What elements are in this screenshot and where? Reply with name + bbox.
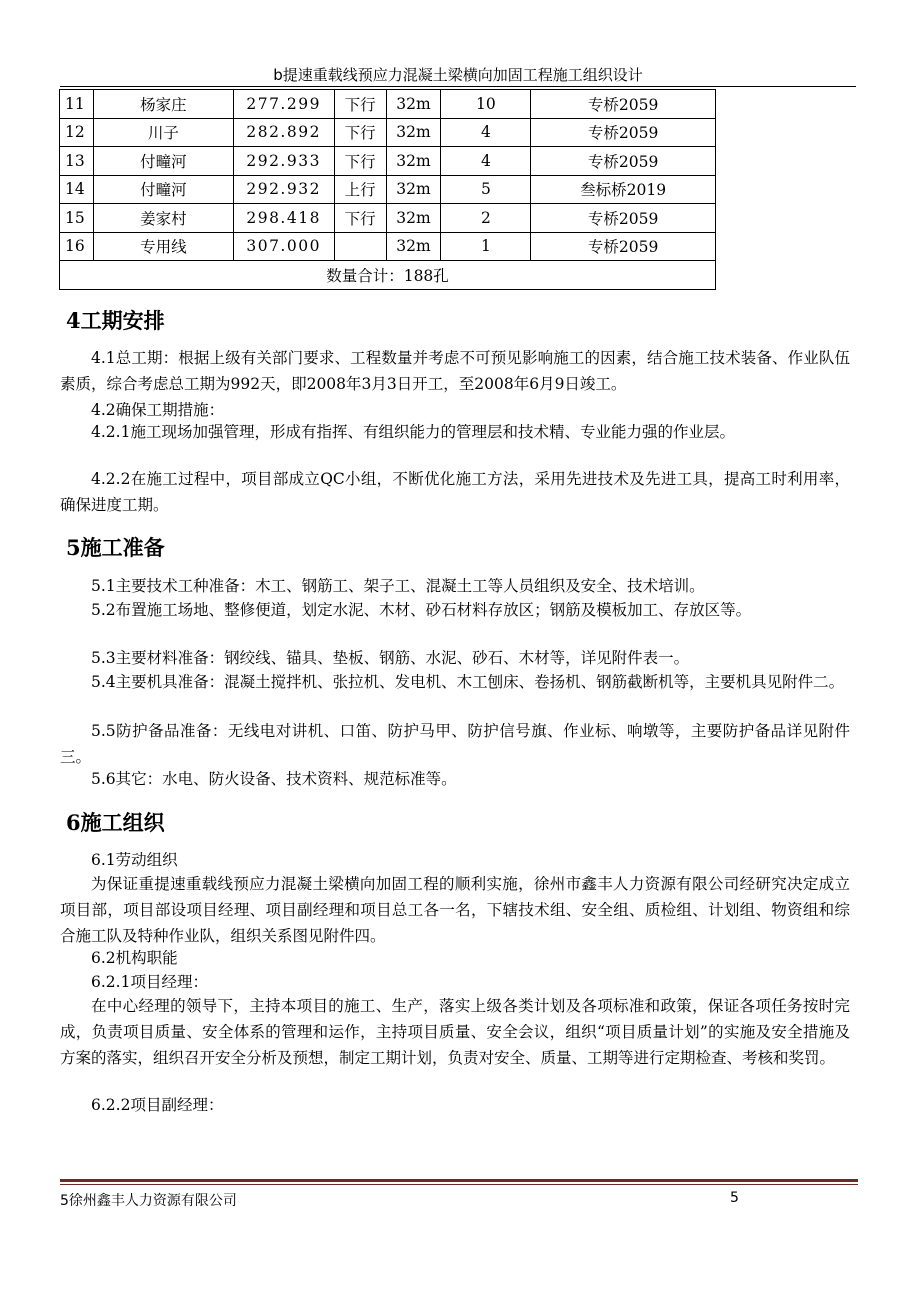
cell-mileage: 298.418 <box>233 204 334 233</box>
paragraph: 6.2.2项目副经理： <box>91 1096 224 1114</box>
paragraph: 5.6其它：水电、防火设备、技术资料、规范标准等。 <box>91 770 457 788</box>
cell-no: 16 <box>60 232 94 261</box>
page-number: 5 <box>730 1190 739 1206</box>
paragraph: 5.4主要机具准备：混凝土搅拌机、张拉机、发电机、木工刨床、卷扬机、钢筋截断机等，主要机具见附件二。 <box>91 673 845 691</box>
cell-count: 5 <box>441 175 531 204</box>
running-header: b提速重载线预应力混凝土梁横向加固工程施工组织设计 <box>273 66 643 84</box>
cell-name: 付疃河 <box>93 147 233 176</box>
cell-no: 13 <box>60 147 94 176</box>
cell-mileage: 277.299 <box>233 90 334 119</box>
cell-drawing: 专桥2059 <box>531 204 716 233</box>
cell-mileage: 292.932 <box>233 175 334 204</box>
cell-name: 专用线 <box>93 232 233 261</box>
paragraph: 4.2确保工期措施： <box>91 401 225 419</box>
cell-mileage: 307.000 <box>233 232 334 261</box>
header-rule <box>60 86 856 87</box>
cell-line: 上行 <box>334 175 386 204</box>
paragraph: 5.1主要技术工种准备：木工、钢筋工、架子工、混凝土工等人员组织及安全、技术培训。 <box>91 577 705 595</box>
table-total: 数量合计：188孔 <box>60 261 716 290</box>
paragraph: 5.3主要材料准备：钢绞线、锚具、垫板、钢筋、水泥、砂石、木材等，详见附件表一。 <box>91 649 690 667</box>
cell-count: 2 <box>441 204 531 233</box>
cell-drawing: 专桥2059 <box>531 118 716 147</box>
cell-mileage: 282.892 <box>233 118 334 147</box>
paragraph: 为保证重提速重载线预应力混凝土梁横向加固工程的顺利实施，徐州市鑫丰人力资源有限公司经研究决定成立项目部，项目部设项目经理、项目副经理和项目总工各一名，下辖技术组、安全组、质检组、计划组、物资组和综合施工队及特种作业队，组织关系图见附件四。 <box>60 875 850 945</box>
cell-no: 15 <box>60 204 94 233</box>
footer-rule-thin <box>60 1184 858 1185</box>
cell-no: 12 <box>60 118 94 147</box>
cell-name: 川子 <box>93 118 233 147</box>
cell-count: 4 <box>441 118 531 147</box>
cell-drawing: 专桥2059 <box>531 232 716 261</box>
cell-name: 姜家村 <box>93 204 233 233</box>
cell-span: 32m <box>386 118 441 147</box>
cell-no: 14 <box>60 175 94 204</box>
paragraph: 6.2机构职能 <box>91 949 178 967</box>
cell-line <box>334 232 386 261</box>
cell-line: 下行 <box>334 147 386 176</box>
table-row <box>60 118 716 147</box>
paragraph: 4.2.2在施工过程中，项目部成立QC小组，不断优化施工方法，采用先进技术及先进工具，提高工时利用率，确保进度工期。 <box>60 470 850 514</box>
cell-span: 32m <box>386 232 441 261</box>
cell-line: 下行 <box>334 118 386 147</box>
paragraph: 6.2.1项目经理： <box>91 973 208 991</box>
footer-company: 5徐州鑫丰人力资源有限公司 <box>60 1193 237 1209</box>
cell-drawing: 专桥2059 <box>531 147 716 176</box>
cell-span: 32m <box>386 147 441 176</box>
table-row <box>60 204 716 233</box>
cell-span: 32m <box>386 175 441 204</box>
section-5-title: 5施工准备 <box>66 535 165 560</box>
paragraph: 5.5防护备品准备：无线电对讲机、口笛、防护马甲、防护信号旗、作业标、响墩等，主要防护备品详见附件三。 <box>60 722 850 766</box>
paragraph: 6.1劳动组织 <box>91 851 178 869</box>
cell-count: 4 <box>441 147 531 176</box>
table-row <box>60 232 716 261</box>
cell-name: 付疃河 <box>93 175 233 204</box>
cell-name: 杨家庄 <box>93 90 233 119</box>
table-row <box>60 90 716 119</box>
paragraph: 4.1总工期：根据上级有关部门要求、工程数量并考虑不可预见影响施工的因素，结合施工技术装备、作业队伍素质，综合考虑总工期为992天，即2008年3月3日开工，至2008年6月9日竣工。 <box>60 349 850 393</box>
table-row <box>60 147 716 176</box>
footer-rule <box>60 1179 858 1182</box>
paragraph: 4.2.1施工现场加强管理，形成有指挥、有组织能力的管理层和技术精、专业能力强的作业层。 <box>91 423 735 441</box>
cell-no: 11 <box>60 90 94 119</box>
cell-count: 1 <box>441 232 531 261</box>
cell-line: 下行 <box>334 90 386 119</box>
cell-count: 10 <box>441 90 531 119</box>
section-4-title: 4工期安排 <box>66 308 165 333</box>
cell-drawing: 专桥2059 <box>531 90 716 119</box>
cell-span: 32m <box>386 90 441 119</box>
table-row <box>60 175 716 204</box>
cell-line: 下行 <box>334 204 386 233</box>
cell-span: 32m <box>386 204 441 233</box>
cell-mileage: 292.933 <box>233 147 334 176</box>
table-total-row <box>60 261 716 290</box>
bridge-table <box>59 89 716 290</box>
cell-drawing: 叁标桥2019 <box>531 175 716 204</box>
paragraph: 5.2布置施工场地、整修便道，划定水泥、木材、砂石材料存放区；钢筋及模板加工、存放区等。 <box>91 601 752 619</box>
section-6-title: 6施工组织 <box>66 810 165 835</box>
paragraph: 在中心经理的领导下，主持本项目的施工、生产，落实上级各类计划及各项标准和政策，保证各项任务按时完成，负责项目质量、安全体系的管理和运作，主持项目质量、安全会议，组织“项目质量计划”的实施及安全措施及方案的落实，组织召开安全分析及预想，制定工期计划，负责对安全、质量、工期等进行定期检查、考核和奖罚。 <box>60 997 850 1067</box>
